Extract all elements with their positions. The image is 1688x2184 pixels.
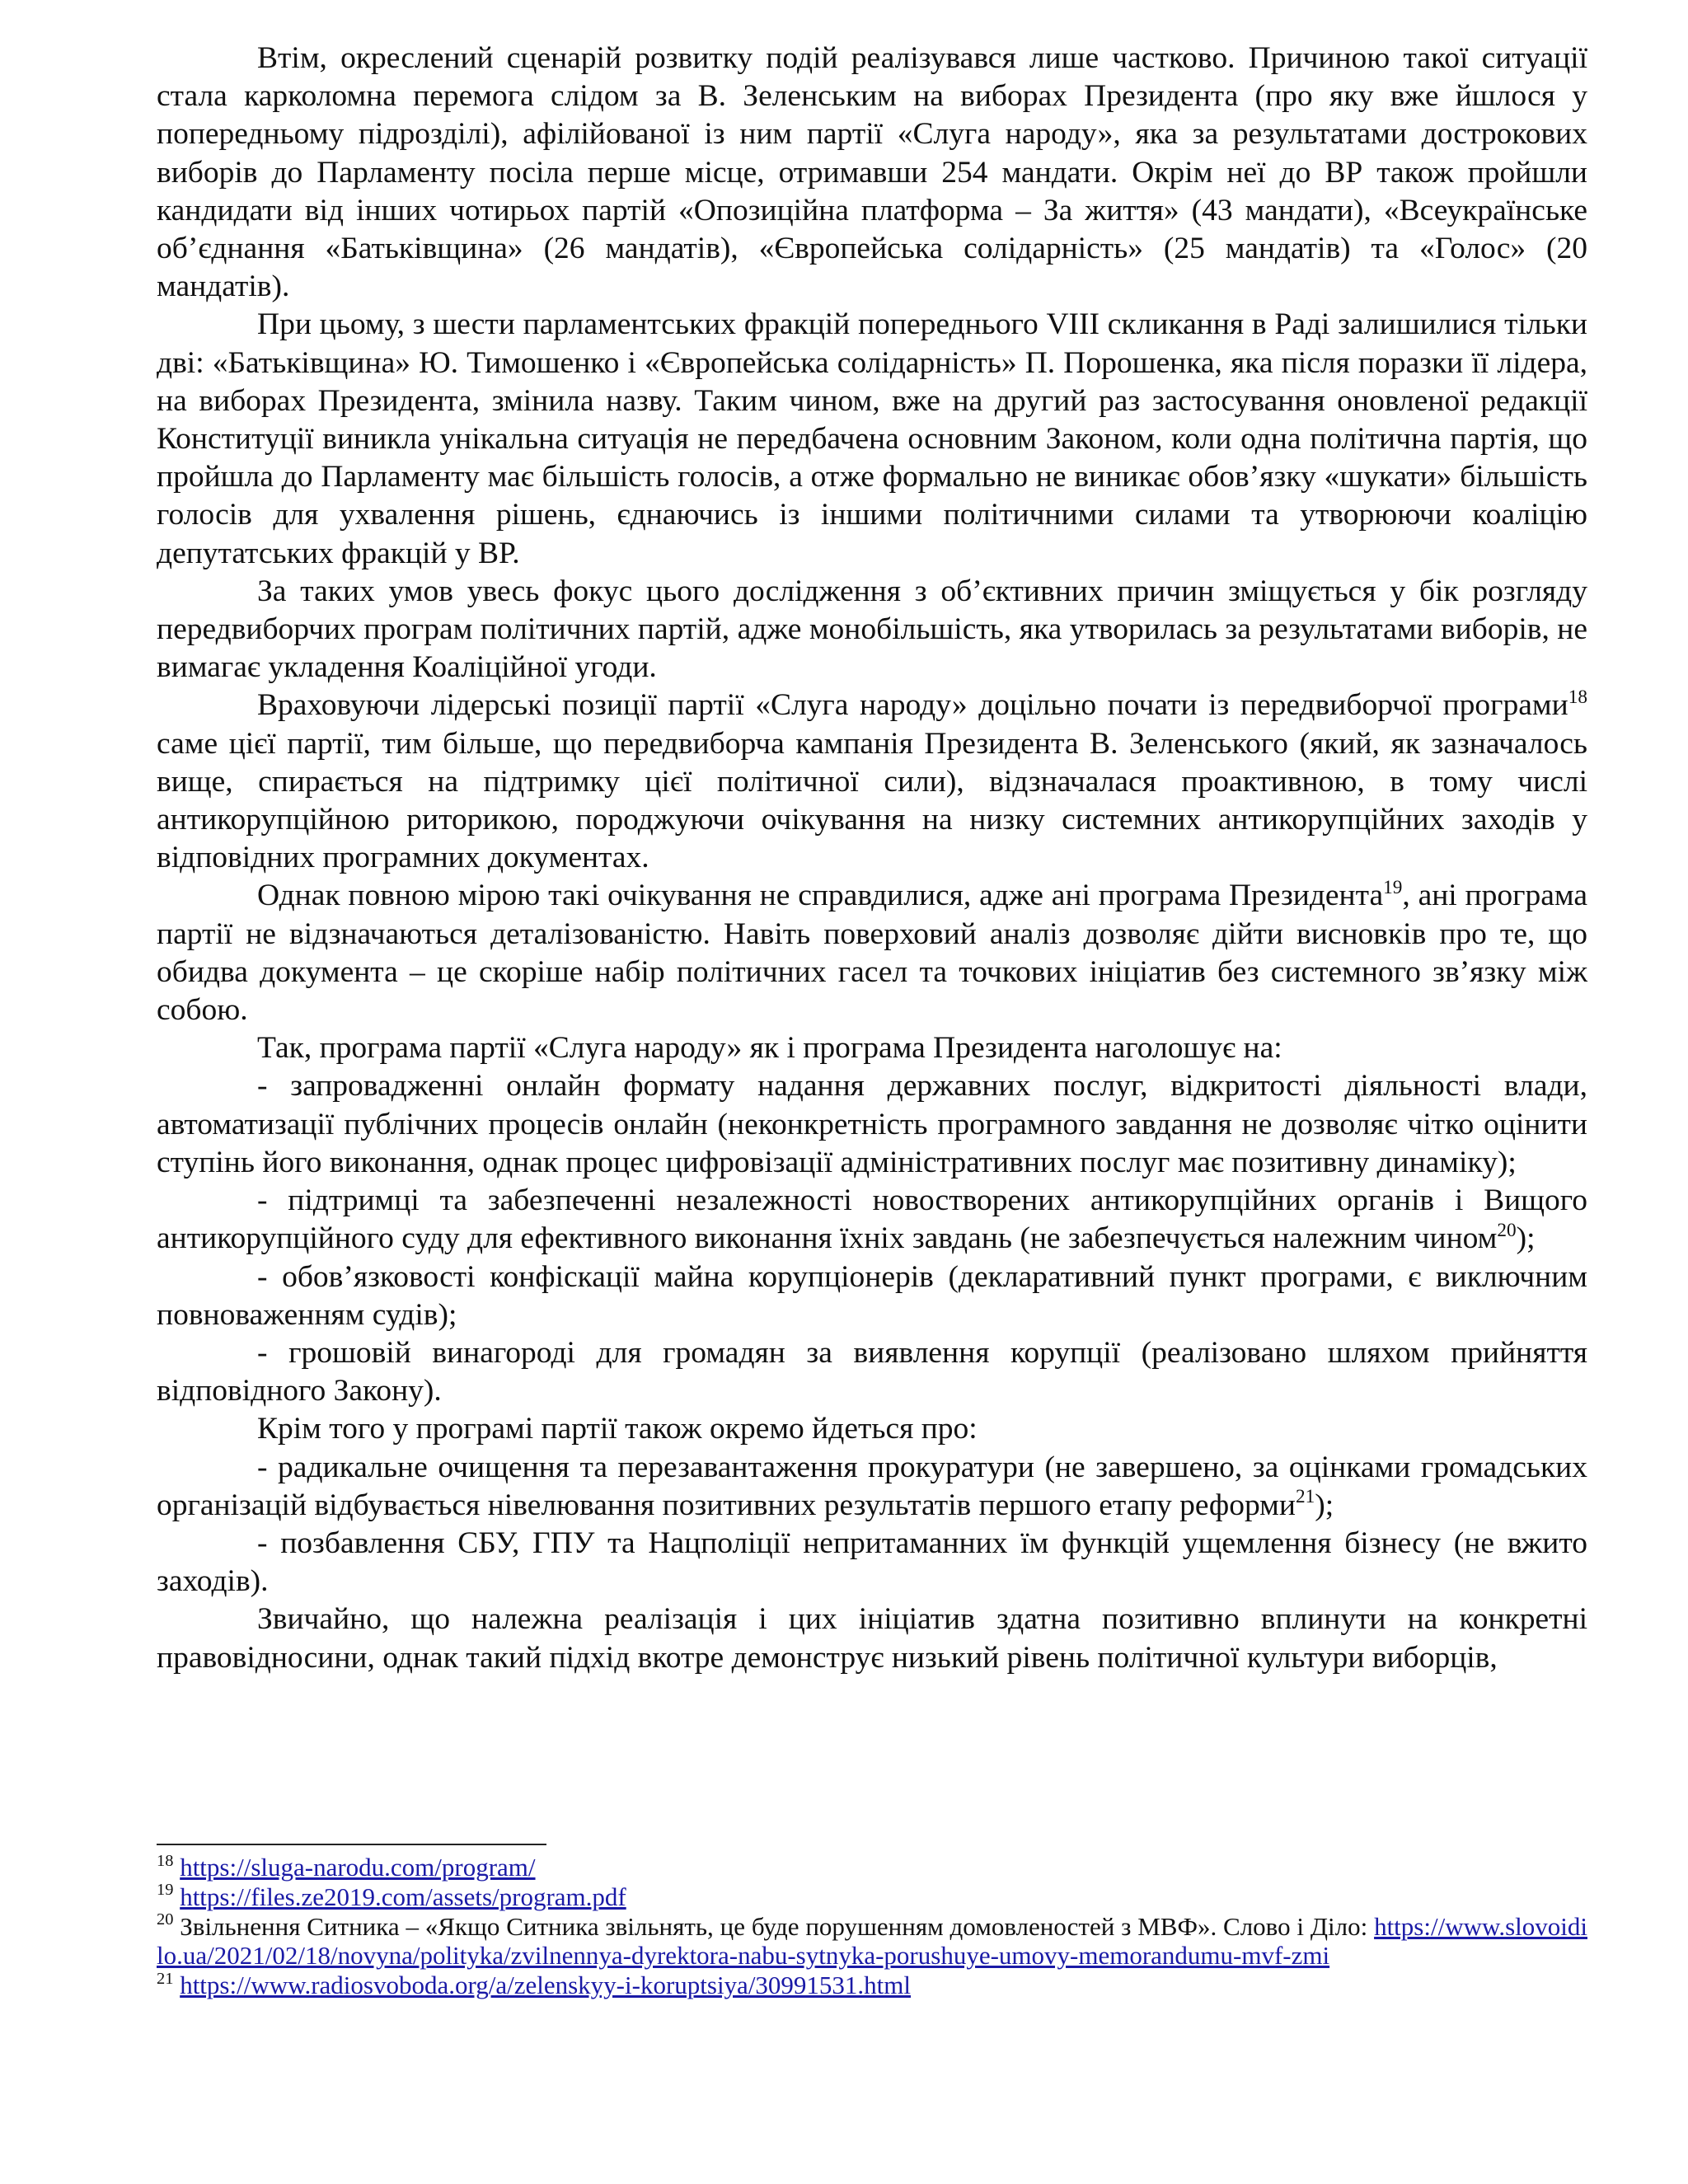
list-item: - обов’язковості конфіскації майна корупціонерів (декларативний пункт програми, є виключним повноваженням судів);: [157, 1259, 1587, 1332]
paragraph-text: );: [1516, 1221, 1536, 1256]
list-item: - позбавлення СБУ, ГПУ та Нацполіції непритаманних їм функцій ущемлення бізнесу (не вжито заходів).: [157, 1526, 1587, 1599]
footnote-18: [157, 1853, 1587, 1882]
footnote-ref-20[interactable]: 20: [1497, 1219, 1517, 1241]
paragraph: [157, 877, 1587, 1029]
footnote-ref-19[interactable]: 19: [1383, 876, 1403, 898]
paragraph-text: Враховуючи лідерські позиції партії «Слуга народу» доцільно почати із передвиборчої програми: [257, 688, 1568, 723]
paragraph: За таких умов увесь фокус цього дослідження з об’єктивних причин зміщується у бік розгляду передвиборчих програм політичних партій, адже монобільшість, яка утворилась за результатами виборів, не вимагає укладення Коаліційної угоди.: [157, 574, 1587, 685]
paragraph-text: );: [1315, 1488, 1334, 1522]
paragraph: Так, програма партії «Слуга народу» як і програма Президента наголошує на:: [257, 1031, 1282, 1066]
footnote-separator: [157, 1844, 546, 1845]
paragraph: [157, 687, 1587, 877]
list-item: - запровадженні онлайн формату надання державних послуг, відкритості діяльності влади, автоматизації публічних процесів онлайн (неконкретність програмного завдання не дозволяє чітко оцінити ступінь його виконання, однак процес цифровізації адміністративних послуг має позитивну динаміку);: [157, 1069, 1587, 1179]
footnote-19: [157, 1882, 1587, 1912]
footnote-ref-18[interactable]: 18: [1568, 686, 1587, 708]
footnote-number: 18: [157, 1851, 174, 1870]
list-item: - грошовій винагороді для громадян за виявлення корупції (реалізовано шляхом прийняття відповідного Закону).: [157, 1335, 1587, 1408]
list-item: [157, 1449, 1587, 1525]
body-text: [157, 40, 1587, 1677]
paragraph-text: - радикальне очищення та перезавантаження прокуратури (не завершено, за оцінками громадських організацій відбувається нівелювання позитивних результатів першого етапу реформи: [157, 1450, 1587, 1522]
paragraph: При цьому, з шести парламентських фракцій попереднього VIII скликання в Раді залишилися тільки дві: «Батьківщина» Ю. Тимошенко і «Європейська солідарність» П. Порошенка, яка після поразки її лідера, на виборах Президента, змінила назву. Таким чином, вже на другий раз застосування оновленої редакції Конституції виникла унікальна ситуація не передбачена основним Законом, коли одна політична партія, що пройшла до Парламенту має більшість голосів, а отже формально не виникає обов’язку «шукати» більшість голосів для ухвалення рішень, єднаючись із іншими політичними силами та утворюючи коаліцію депутатських фракцій у ВР.: [157, 307, 1587, 570]
paragraph: Крім того у програмі партії також окремо йдеться про:: [257, 1412, 978, 1446]
footnote-text: Звільнення Ситника – «Якщо Ситника звільнять, це буде порушенням домовленостей з МВФ». Слово і Діло:: [173, 1911, 1375, 1941]
paragraph-text: Однак повною мірою такі очікування не справдилися, адже ані програма Президента: [257, 879, 1384, 913]
footnote-20: [157, 1912, 1587, 1971]
footnote-number: 20: [157, 1910, 174, 1929]
footnote-link[interactable]: https://www.slovoidilo.ua/2021/02/18/novyna/polityka/zvilnennya-dyrektora-nabu-sytnyka-porushuye-umovy-memorandumu-mvf-zmi: [157, 1911, 1587, 1971]
footnote-number: 21: [157, 1969, 174, 1988]
footnotes: [157, 1853, 1587, 2000]
footnote-ref-21[interactable]: 21: [1295, 1486, 1315, 1508]
footnote-number: 19: [157, 1881, 174, 1900]
footnote-21: [157, 1971, 1587, 2000]
paragraph: Звичайно, що належна реалізація і цих ініціатив здатна позитивно вплинути на конкретні правовідносини, однак такий підхід вкотре демонструє низький рівень політичної культури виборців,: [157, 1602, 1587, 1675]
paragraph-text: , ані програма партії не відзначаються деталізованістю. Навіть поверховий аналіз дозволяє дійти висновків про те, що обидва документа – це скоріше набір політичних гасел та точкових ініціатив без системного зв’язку між собою.: [157, 879, 1587, 1028]
footnote-link[interactable]: https://files.ze2019.com/assets/program.pdf: [180, 1882, 626, 1911]
paragraph-text: саме цієї партії, тим більше, що передвиборча кампанія Президента В. Зеленського (який, як зазначалось вище, спирається на підтримку цієї політичної сили), відзначалася проактивною, в тому числі антикорупційною риторикою, породжуючи очікування на низку системних антикорупційних заходів у відповідних програмних документах.: [157, 726, 1587, 875]
footnote-link[interactable]: https://www.radiosvoboda.org/a/zelenskyy-i-koruptsiya/30991531.html: [180, 1971, 912, 2000]
paragraph: Втім, окреслений сценарій розвитку подій реалізувався лише частково. Причиною такої ситуації стала карколомна перемога слідом за В. Зеленським на виборах Президента (про яку вже йшлося у попередньому підрозділі), афілійованої із ним партії «Слуга народу», яка за результатами дострокових виборів до Парламенту посіла перше місце, отримавши 254 мандати. Окрім неї до ВР також пройшли кандидати від інших чотирьох партій «Опозиційна платформа – За життя» (43 мандати), «Всеукраїнське об’єднання «Батьківщина» (26 мандатів), «Європейська солідарність» (25 мандатів) та «Голос» (20 мандатів).: [157, 41, 1587, 304]
list-item: [157, 1182, 1587, 1258]
footnote-link[interactable]: https://sluga-narodu.com/program/: [180, 1853, 536, 1882]
paragraph-text: - підтримці та забезпеченні незалежності новостворених антикорупційних органів і Вищого антикорупційного суду для ефективного виконання їхніх завдань (не забезпечується належним чином: [157, 1183, 1587, 1256]
